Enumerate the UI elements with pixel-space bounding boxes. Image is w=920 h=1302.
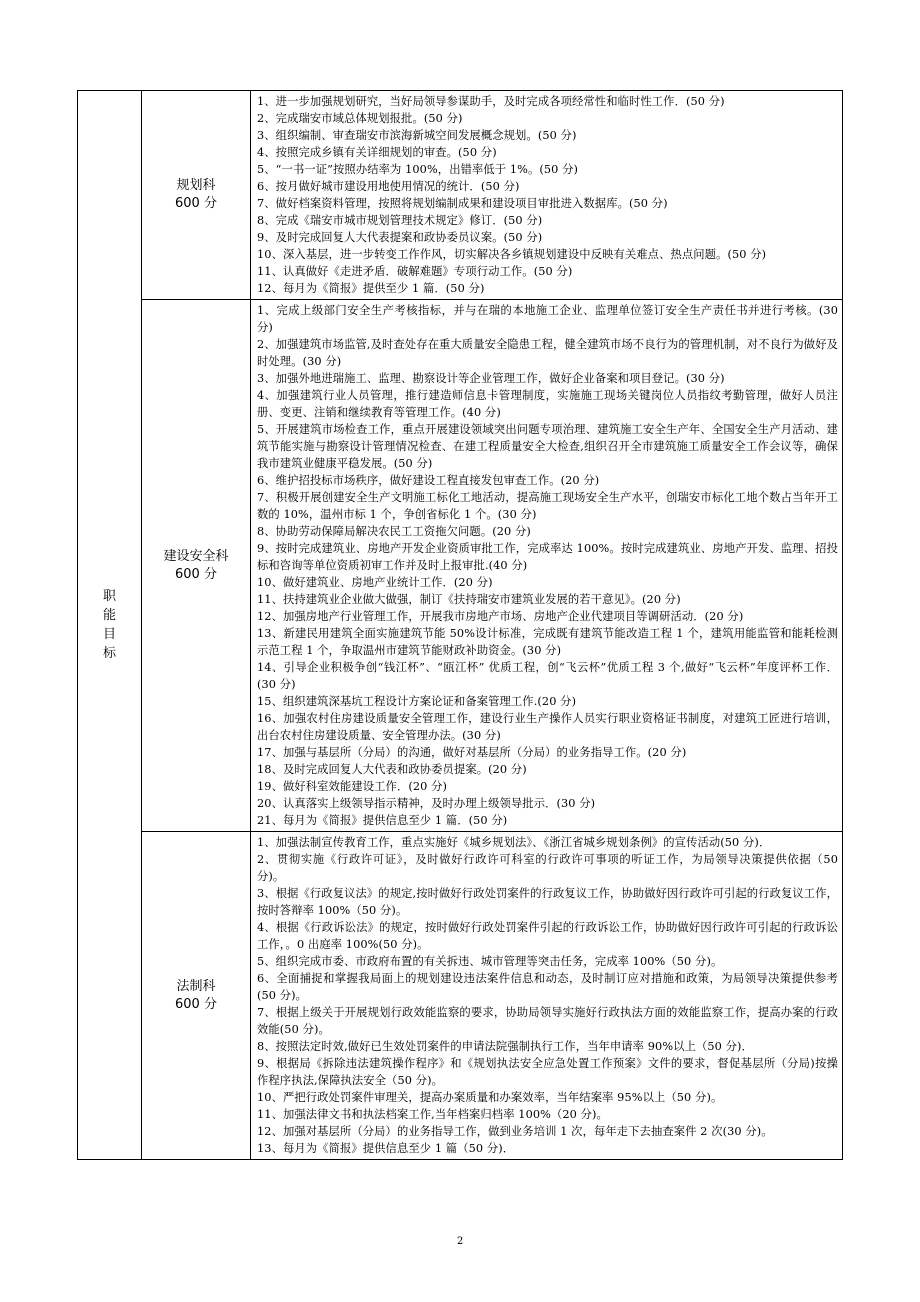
list-item: 7、做好档案资料管理，按照将规划编制成果和建设项目审批进入数据库。(50 分)	[257, 197, 668, 210]
list-item: 18、及时完成回复人大代表和政协委员提案。(20 分)	[257, 763, 527, 776]
target-table	[77, 90, 843, 1160]
list-item: 11、加强法律文书和执法档案工作,当年档案归档率 100%（20 分)。	[257, 1108, 608, 1121]
list-item: 2、贯彻实施《行政许可证》，及时做好行政许可科室的行政许可事项的听证工作，为局领导决策提供依据（50 分)。	[257, 853, 838, 883]
dept-cell-planning	[142, 91, 251, 300]
list-item: 17、加强与基层所（分局）的沟通，做好对基层所（分局）的业务指导工作。(20 分)	[257, 746, 687, 759]
list-item: 1、加强法制宣传教育工作，重点实施好《城乡规划法》、《浙江省城乡规划条例》的宣传活动(50 分)．	[257, 836, 771, 849]
category-cell	[78, 91, 142, 1160]
list-item: 21、每月为《简报》提供信息至少 1 篇．(50 分)	[257, 814, 508, 827]
list-item: 5、开展建筑市场检查工作，重点开展建设领域突出问题专项治理、建筑施工安全生产年、全国安全生产月活动、建筑节能实施与勘察设计管理情况检查、在建工程质量安全大检查,组织召开全市建筑施工质量安全工作会议等，确保我市建筑业健康平稳发展。(50 分)	[257, 423, 838, 470]
list-item: 3、根据《行政复议法》的规定,按时做好行政处罚案件的行政复议工作，协助做好因行政许可引起的行政复议工作，按时答辩率 100%（50 分)。	[257, 887, 838, 917]
list-item: 4、加强建筑行业人员管理，推行建造师信息卡管理制度，实施施工现场关键岗位人员指纹考勤管理，做好人员注册、变更、注销和继续教育等管理工作。(40 分)	[257, 389, 838, 419]
list-item: 13、新建民用建筑全面实施建筑节能 50%设计标准，完成既有建筑节能改造工程 1 个，建筑用能监管和能耗检测示范工程 1 个，争取温州市建筑节能财政补助资金。(30 分)	[257, 627, 838, 657]
items-cell-legal	[251, 832, 843, 1160]
table-row-construction-safety	[78, 300, 843, 832]
list-item: 10、严把行政处罚案件审理关，提高办案质量和办案效率，当年结案率 95%以上（50 分)。	[257, 1091, 723, 1104]
list-item: 10、做好建筑业、房地产业统计工作．(20 分)	[257, 576, 493, 589]
list-item: 20、认真落实上级领导指示精神，及时办理上级领导批示．(30 分)	[257, 797, 596, 810]
list-item: 1、完成上级部门安全生产考核指标，并与在瑞的本地施工企业、监理单位签订安全生产责任书并进行考核。(30 分)	[257, 304, 838, 334]
list-item: 4、按照完成乡镇有关详细规划的审查。(50 分)	[257, 146, 497, 159]
list-item: 7、根据上级关于开展规划行政效能监察的要求，协助局领导实施好行政执法方面的效能监察工作，提高办案的行政效能(50 分)。	[257, 1006, 838, 1036]
items-cell-planning	[251, 91, 843, 300]
table-row-legal	[78, 832, 843, 1160]
dept-cell-construction-safety	[142, 300, 251, 832]
list-item: 7、积极开展创建安全生产文明施工标化工地活动，提高施工现场安全生产水平，创瑞安市标化工地个数占当年开工数的 10%，温州市标 1 个，争创省标化 1 个。(30 分)	[257, 491, 838, 521]
dept-name: 建设安全科	[163, 548, 229, 564]
list-item: 9、按时完成建筑业、房地产开发企业资质审批工作，完成率达 100%。按时完成建筑业、房地产开发、监理、招投标和咨询等单位资质初审工作并及时上报审批.(40 分)	[257, 542, 838, 572]
list-item: 16、加强农村住房建设质量安全管理工作，建设行业生产操作人员实行职业资格证书制度，对建筑工匠进行培训，出台农村住房建设质量、安全管理办法。(30 分)	[257, 712, 838, 742]
list-item: 5、组织完成市委、市政府布置的有关拆违、城市管理等突击任务，完成率 100%（50 分)。	[257, 955, 723, 968]
dept-score: 600 分	[175, 196, 217, 211]
list-item: 3、加强外地进瑞施工、监理、勘察设计等企业管理工作，做好企业备案和项目登记。(30 分)	[257, 372, 725, 385]
page-number: 2	[456, 1236, 464, 1247]
list-item: 8、完成《瑞安市城市规划管理技术规定》修订．(50 分)	[257, 214, 543, 227]
dept-score: 600 分	[175, 566, 217, 582]
category-char: 能	[102, 608, 116, 623]
list-item: 10、深入基层，进一步转变工作作风，切实解决各乡镇规划建设中反映有关难点、热点问题。(50 分)	[257, 248, 767, 261]
list-item: 6、全面捕捉和掌握我局面上的规划建设违法案件信息和动态，及时制订应对措施和政策，为局领导决策提供参考(50 分)。	[257, 972, 838, 1002]
table-row-planning	[78, 91, 843, 300]
list-item: 3、组织编制、审查瑞安市滨海新城空间发展概念规划。(50 分)	[257, 129, 577, 142]
list-item: 14、引导企业积极争创“钱江杯”、“瓯江杯” 优质工程，创“飞云杯”优质工程 3 个,做好“飞云杯”年度评杯工作．(30 分)	[257, 661, 838, 691]
list-item: 19、做好科室效能建设工作．(20 分)	[257, 780, 448, 793]
dept-name: 规划科	[176, 178, 216, 193]
list-item: 4、根据《行政诉讼法》的规定，按时做好行政处罚案件引起的行政诉讼工作，协助做好因行政许可引起的行政诉讼工作，。0 出庭率 100%(50 分)。	[257, 921, 838, 951]
list-item: 2、加强建筑市场监管,及时查处存在重大质量安全隐患工程，健全建筑市场不良行为的管理机制，对不良行为做好及时处理。(30 分)	[257, 338, 838, 368]
category-char: 目	[102, 627, 116, 642]
dept-name: 法制科	[176, 978, 216, 994]
items-cell-construction-safety	[251, 300, 843, 832]
list-item: 13、每月为《简报》提供信息至少 1 篇（50 分)．	[257, 1142, 515, 1155]
list-item: 6、按月做好城市建设用地使用情况的统计．(50 分)	[257, 180, 520, 193]
list-item: 9、根据局《拆除违法建筑操作程序》和《规划执法安全应急处置工作预案》文件的要求，督促基层所（分局)按操作程序执法,保障执法安全（50 分)。	[257, 1057, 838, 1087]
category-char: 标	[102, 646, 116, 661]
list-item: 9、及时完成回复人大代表提案和政协委员议案。(50 分)	[257, 231, 543, 244]
list-item: 12、加强对基层所（分局）的业务指导工作，做到业务培训 1 次，每年走下去抽查案件 2 次(30 分)。	[257, 1125, 773, 1138]
dept-score: 600 分	[175, 996, 217, 1012]
list-item: 12、加强房地产行业管理工作，开展我市房地产市场、房地产企业代建项目等调研活动．(20 分)	[257, 610, 744, 623]
list-item: 5、“一书一证”按照办结率为 100%，出错率低于 1%。(50 分)	[257, 163, 579, 176]
list-item: 11、扶持建筑业企业做大做强，制订《扶持瑞安市建筑业发展的若干意见》。(20 分)	[257, 593, 681, 606]
list-item: 11、认真做好《走进矛盾．破解难题》专项行动工作。(50 分)	[257, 265, 573, 278]
list-item: 8、协助劳动保障局解决农民工工资拖欠问题。(20 分)	[257, 525, 531, 538]
list-item: 1、进一步加强规划研究，当好局领导参谋助手，及时完成各项经常性和临时性工作．(50 分)	[257, 95, 725, 108]
category-char: 职	[102, 589, 116, 604]
dept-cell-legal	[142, 832, 251, 1160]
list-item: 12、每月为《简报》提供至少 1 篇．(50 分)	[257, 282, 485, 295]
list-item: 8、按照法定时效,做好已生效处罚案件的申请法院强制执行工作，当年申请率 90%以上（50 分)．	[257, 1040, 753, 1053]
list-item: 6、维护招投标市场秩序，做好建设工程直接发包审查工作。(20 分)	[257, 474, 600, 487]
list-item: 15、组织建筑深基坑工程设计方案论证和备案管理工作.(20 分)	[257, 695, 577, 708]
list-item: 2、完成瑞安市域总体规划报批。(50 分)	[257, 112, 463, 125]
